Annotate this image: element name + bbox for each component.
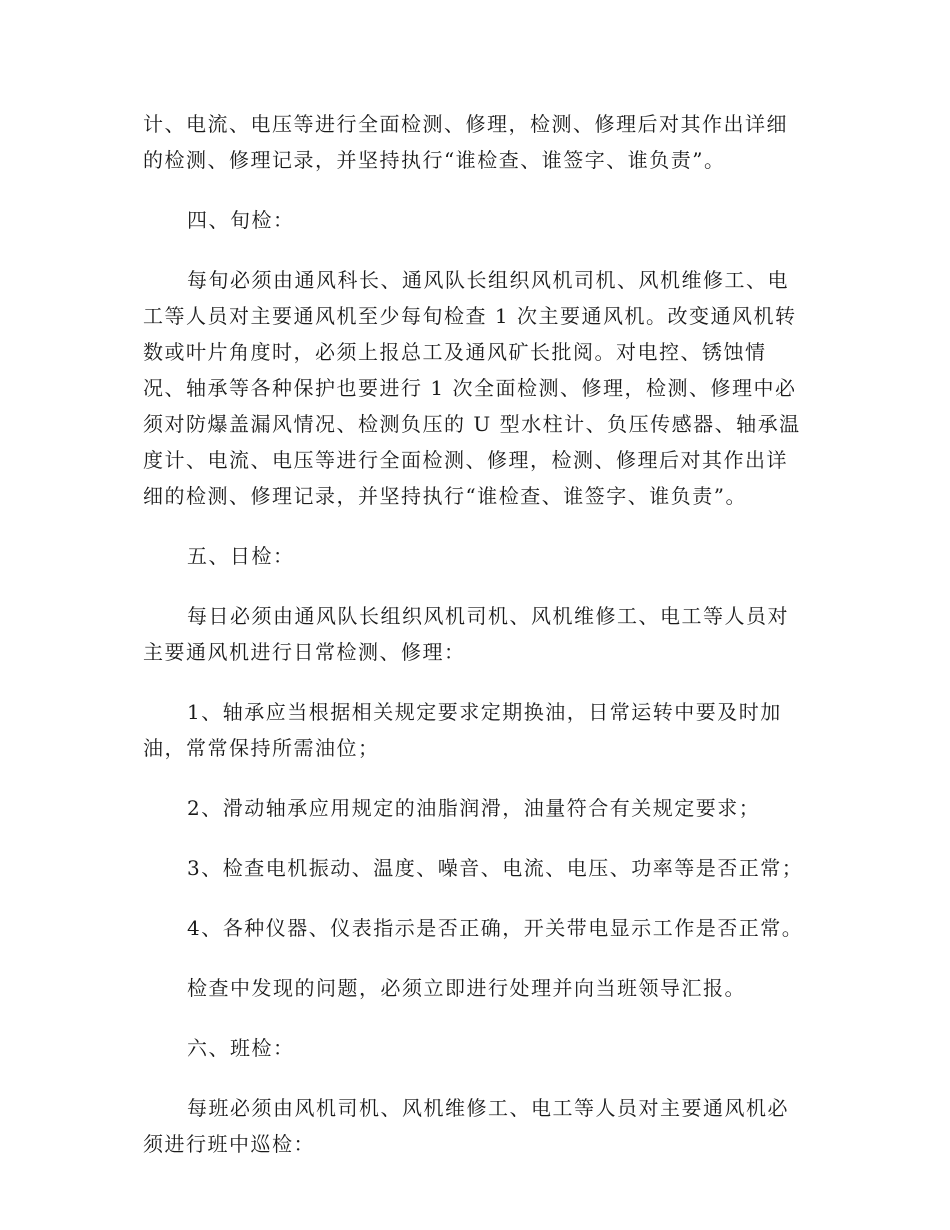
list-item-3 xyxy=(143,850,807,886)
list-item-4 xyxy=(143,910,807,946)
text-line: 1、轴承应当根据相关规定要求定期换油，日常运转中要及时加 xyxy=(187,700,782,724)
text-line: 每班必须由风机司机、风机维修工、电工等人员对主要通风机必 xyxy=(187,1096,789,1120)
paragraph-banjian xyxy=(143,1090,807,1162)
text-line: 工等人员对主要通风机至少每旬检查 1 次主要通风机。改变通风机转 xyxy=(143,304,797,328)
text-line: 4、各种仪器、仪表指示是否正确，开关带电显示工作是否正常。 xyxy=(187,916,804,940)
paragraph-xunjian xyxy=(143,262,807,514)
paragraph-report xyxy=(143,970,807,1006)
text-line: 况、轴承等各种保护也要进行 1 次全面检测、修理，检测、修理中必 xyxy=(143,376,797,400)
text-line: 每日必须由通风队长组织风机司机、风机维修工、电工等人员对 xyxy=(187,604,789,628)
heading-text: 六、班检： xyxy=(187,1036,295,1060)
text-line: 检查中发现的问题，必须立即进行处理并向当班领导汇报。 xyxy=(187,976,746,1000)
document-body xyxy=(143,106,807,1162)
text-line: 须进行班中巡检： xyxy=(143,1132,315,1156)
section-heading-rijian xyxy=(143,538,807,574)
text-line: 数或叶片角度时，必须上报总工及通风矿长批阅。对电控、锈蚀情 xyxy=(143,340,767,364)
section-heading-banjian xyxy=(143,1030,807,1066)
text-line: 2、滑动轴承应用规定的油脂润滑，油量符合有关规定要求； xyxy=(187,796,761,820)
heading-text: 四、旬检： xyxy=(187,208,295,232)
text-line: 计、电流、电压等进行全面检测、修理，检测、修理后对其作出详细 xyxy=(143,112,788,136)
section-heading-xunjian xyxy=(143,202,807,238)
text-line: 3、检查电机振动、温度、噪音、电流、电压、功率等是否正常； xyxy=(187,856,804,880)
paragraph-rijian xyxy=(143,598,807,670)
text-line: 的检测、修理记录，并坚持执行“谁检查、谁签字、谁负责”。 xyxy=(143,148,726,172)
heading-text: 五、日检： xyxy=(187,544,295,568)
text-line: 须对防爆盖漏风情况、检测负压的 U 型水柱计、负压传感器、轴承温 xyxy=(143,412,801,436)
text-line: 油，常常保持所需油位； xyxy=(143,736,380,760)
text-line: 主要通风机进行日常检测、修理： xyxy=(143,640,466,664)
text-line: 细的检测、修理记录，并坚持执行“谁检查、谁签字、谁负责”。 xyxy=(143,484,747,508)
list-item-2 xyxy=(143,790,807,826)
paragraph-continuation xyxy=(143,106,807,178)
list-item-1 xyxy=(143,694,807,766)
text-line: 每旬必须由通风科长、通风队长组织风机司机、风机维修工、电 xyxy=(187,268,789,292)
text-line: 度计、电流、电压等进行全面检测、修理，检测、修理后对其作出详 xyxy=(143,448,788,472)
